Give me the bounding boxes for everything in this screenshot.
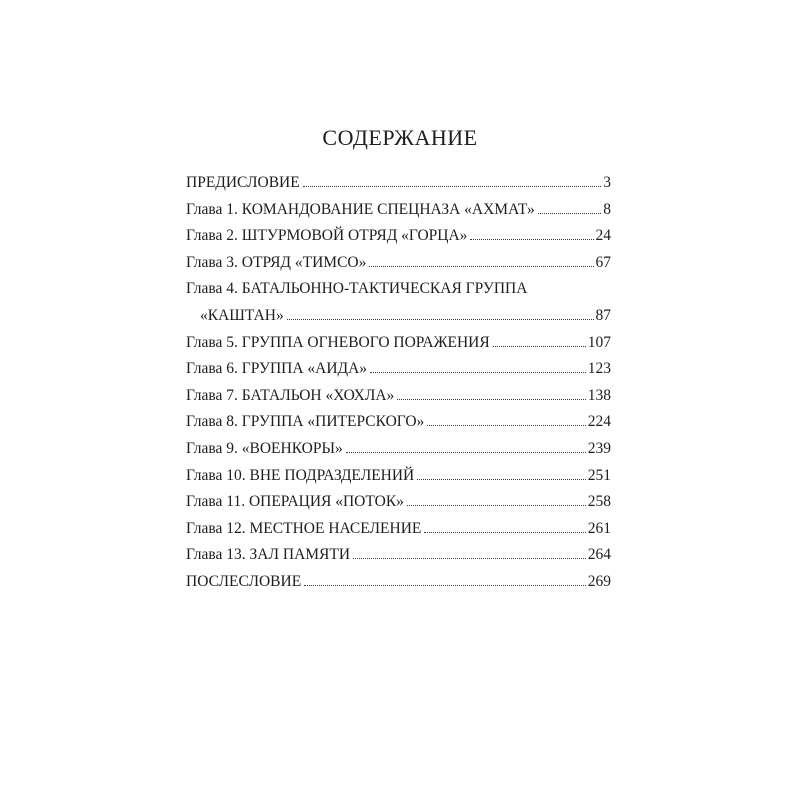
toc-entry-label-line1: Глава 4. БАТАЛЬОННО-ТАКТИЧЕСКАЯ ГРУППА — [186, 280, 528, 298]
dot-leader — [427, 425, 585, 426]
toc-entry-chapter-3 — [186, 250, 611, 277]
dot-leader — [397, 399, 585, 400]
toc-entry-chapter-7 — [186, 383, 611, 410]
toc-entry-page: 138 — [587, 386, 611, 404]
toc-entry-label: Глава 8. ГРУППА «ПИТЕРСКОГО» — [186, 413, 425, 431]
toc-entry-label: Глава 5. ГРУППА ОГНЕВОГО ПОРАЖЕНИЯ — [186, 333, 490, 351]
dot-leader — [417, 479, 585, 480]
toc-entry-afterword — [186, 569, 611, 596]
dot-leader — [424, 532, 585, 533]
toc-entry-label: Глава 7. БАТАЛЬОН «ХОХЛА» — [186, 386, 395, 404]
table-of-contents — [186, 170, 611, 596]
toc-entry-chapter-11 — [186, 489, 611, 516]
dot-leader — [370, 372, 586, 373]
toc-entry-label: Глава 6. ГРУППА «АИДА» — [186, 360, 368, 378]
toc-entry-label: Глава 2. ШТУРМОВОЙ ОТРЯД «ГОРЦА» — [186, 227, 468, 245]
toc-entry-page: 224 — [587, 413, 611, 431]
toc-entry-label: Глава 1. КОМАНДОВАНИЕ СПЕЦНАЗА «АХМАТ» — [186, 200, 535, 218]
dot-leader — [538, 213, 602, 214]
dot-leader — [407, 505, 586, 506]
toc-entry-page: 251 — [587, 466, 611, 484]
toc-entry-label: Глава 11. ОПЕРАЦИЯ «ПОТОК» — [186, 493, 404, 511]
toc-entry-page: 87 — [595, 306, 611, 324]
toc-entry-label: Глава 3. ОТРЯД «ТИМСО» — [186, 253, 367, 271]
dot-leader — [303, 186, 602, 187]
toc-entry-chapter-1 — [186, 197, 611, 224]
toc-entry-chapter-2 — [186, 223, 611, 250]
dot-leader — [493, 346, 586, 347]
dot-leader — [353, 558, 586, 559]
page-title: СОДЕРЖАНИЕ — [322, 125, 478, 150]
toc-entry-chapter-9 — [186, 436, 611, 463]
toc-entry-chapter-6 — [186, 356, 611, 383]
toc-entry-page: 261 — [587, 519, 611, 537]
dot-leader — [470, 239, 593, 240]
toc-entry-page: 258 — [587, 493, 611, 511]
toc-entry-label: Глава 12. МЕСТНОЕ НАСЕЛЕНИЕ — [186, 519, 422, 537]
toc-entry-chapter-8 — [186, 409, 611, 436]
toc-entry-chapter-12 — [186, 516, 611, 543]
toc-entry-page: 67 — [595, 253, 611, 271]
toc-entry-preface — [186, 170, 611, 197]
toc-entry-page: 269 — [587, 572, 611, 590]
toc-entry-chapter-5 — [186, 330, 611, 357]
dot-leader — [304, 585, 586, 586]
dot-leader — [346, 452, 586, 453]
toc-entry-page: 239 — [587, 439, 611, 457]
toc-entry-chapter-4 — [186, 276, 611, 329]
toc-entry-label: ПОСЛЕСЛОВИЕ — [186, 572, 302, 590]
dot-leader — [369, 266, 593, 267]
toc-entry-chapter-10 — [186, 463, 611, 490]
toc-entry-label: Глава 13. ЗАЛ ПАМЯТИ — [186, 546, 351, 564]
toc-entry-page: 3 — [603, 174, 611, 191]
toc-entry-label-line2: «КАШТАН» — [200, 306, 284, 324]
toc-entry-page: 24 — [595, 227, 611, 245]
toc-entry-label: Глава 10. ВНЕ ПОДРАЗДЕЛЕНИЙ — [186, 466, 415, 484]
toc-entry-chapter-13 — [186, 542, 611, 569]
toc-entry-page: 264 — [587, 546, 611, 564]
toc-entry-page: 107 — [587, 333, 611, 351]
dot-leader — [287, 319, 594, 320]
toc-entry-page: 8 — [603, 200, 611, 218]
toc-entry-label: ПРЕДИСЛОВИЕ — [186, 174, 300, 191]
toc-entry-label: Глава 9. «ВОЕНКОРЫ» — [186, 439, 343, 457]
toc-entry-page: 123 — [587, 360, 611, 378]
